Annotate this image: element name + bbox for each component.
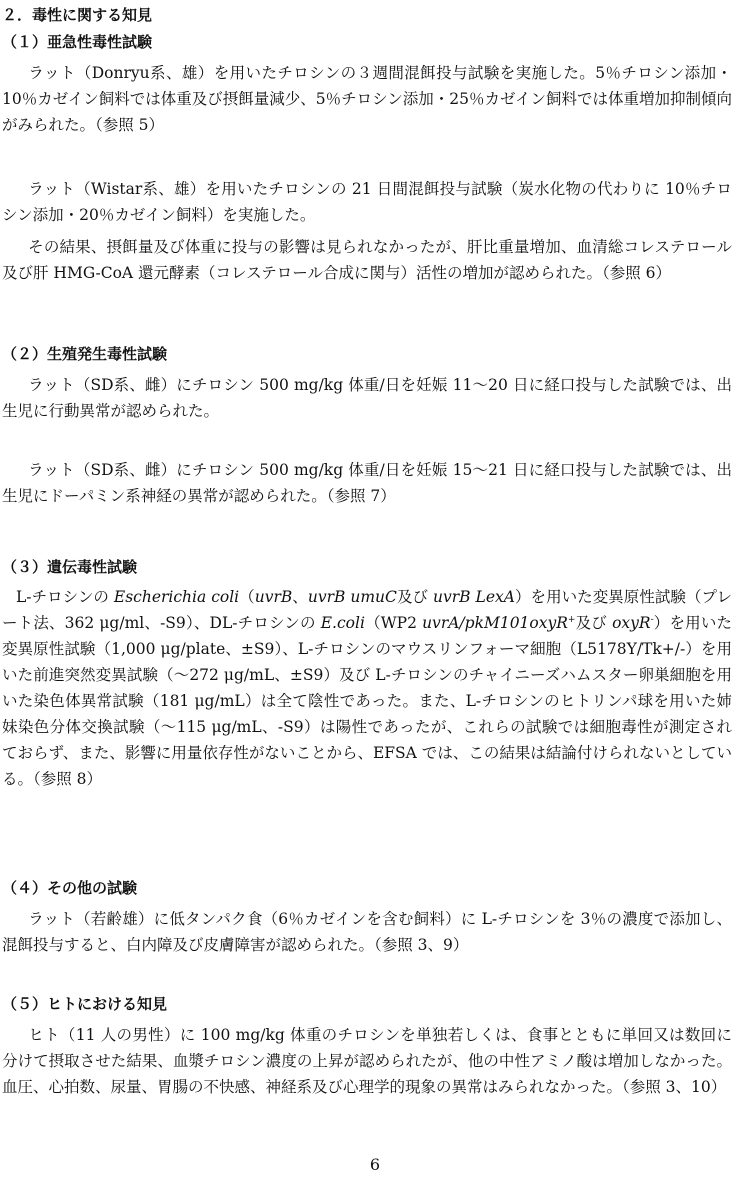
heading-subacute-toxicity: （１）亜急性毒性試験 [2,33,153,51]
strain-name: uvrA/pkM101oxyR [422,614,568,632]
paragraph [2,176,732,228]
paragraph-text: その結果、摂餌量及び体重に投与の影響は見られなかったが、肝比重量増加、血清総コレステロール及び肝 HMG-CoA 還元酵素（コレステロール合成に関与）活性の増加が認められた。（参照 6） [2,238,732,282]
heading-other-studies: （４）その他の試験 [2,879,138,897]
paragraph [2,1022,732,1100]
paragraph [2,60,732,138]
text-run: L-チロシンの [16,588,114,606]
strain-name: oxyR [612,614,651,632]
paragraph-text: ヒト（11 人の男性）に 100 mg/kg 体重のチロシンを単独若しくは、食事とともに単回又は数回に分けて摂取させた結果、血漿チロシン濃度の上昇が認められたが、他の中性アミノ酸は増加しなかった。血圧、心拍数、尿量、胃腸の不快感、神経系及び心理学的現象の異常はみられなかった。（参照 3、10） [2,1026,732,1096]
section-title: ２．毒性に関する知見 [2,6,153,24]
text-run: （ [239,588,255,606]
paragraph-text: ラット（SD系、雌）にチロシン 500 mg/kg 体重/日を妊娠 15～21 日に経口投与した試験では、出生児にドーパミン系神経の異常が認められた。（参照 7） [2,461,732,505]
species-name: Escherichia coli [113,588,240,606]
paragraph [2,457,732,509]
paragraph-text: ラット（Donryu系、雄）を用いたチロシンの３週間混餌投与試験を実施した。5％チロシン添加・10％カゼイン飼料では体重及び摂餌量減少、5％チロシン添加・25％カゼイン飼料では体重増加抑制傾向がみられた。（参照 5） [2,64,732,134]
paragraph [2,372,732,424]
strain-name: uvrB [254,588,293,606]
heading-human-findings: （５）ヒトにおける知見 [2,995,168,1013]
text-run: ）を用いた変異原性試験（プレート法、362 μg/ml、-S9）、DL-チロシンの [2,588,732,632]
paragraph [2,234,732,286]
text-run: 及び [575,614,613,632]
strain-name: uvrB LexA [433,588,515,606]
paragraph-text: ラット（SD系、雌）にチロシン 500 mg/kg 体重/日を妊娠 11～20 日に経口投与した試験では、出生児に行動異常が認められた。 [2,376,732,420]
species-name: E.coli [320,614,365,632]
text-run: 、 [292,588,308,606]
superscript: + [567,614,576,625]
paragraph-text: ラット（Wistar系、雄）を用いたチロシンの 21 日間混餌投与試験（炭水化物の代わりに 10％チロシン添加・20％カゼイン飼料）を実施した。 [2,180,732,224]
paragraph [2,584,732,792]
heading-genotoxicity: （３）遺伝毒性試験 [2,558,138,576]
heading-reproductive-toxicity: （２）生殖発生毒性試験 [2,345,168,363]
paragraph-text: ラット（若齢雄）に低タンパク食（6％カゼインを含む飼料）に L-チロシンを 3％の濃度で添加し、混餌投与すると、白内障及び皮膚障害が認められた。（参照 3、9） [2,910,732,954]
strain-name: uvrB umuC [307,588,397,606]
text-run: ）を用いた変異原性試験（1,000 μg/plate、±S9）、L-チロシンのマウスリンフォーマ細胞（L5178Y/Tk+/-）を用いた前進突然変異試験（～272 μg/mL、±S9）及び L-チロシンのチャイニーズハムスター卵巣細胞を用いた染色体異常試験（181 μg/mL）は全て陰性であった。また、L-チロシンのヒトリンパ球を用いた姉妹染色分体交換試験（～115 μg/mL、-S9）は陽性であったが、これらの試験では細胞毒性が測定されておらず、また、影響に用量依存性がないことから、EFSA では、この結果は結論付けられないとしている。（参照 8） [2,614,732,788]
text-run: 及び [396,588,434,606]
page-number: 6 [369,1155,381,1174]
text-run: （WP2 [364,614,423,632]
superscript: - [650,614,654,625]
paragraph [2,906,732,958]
